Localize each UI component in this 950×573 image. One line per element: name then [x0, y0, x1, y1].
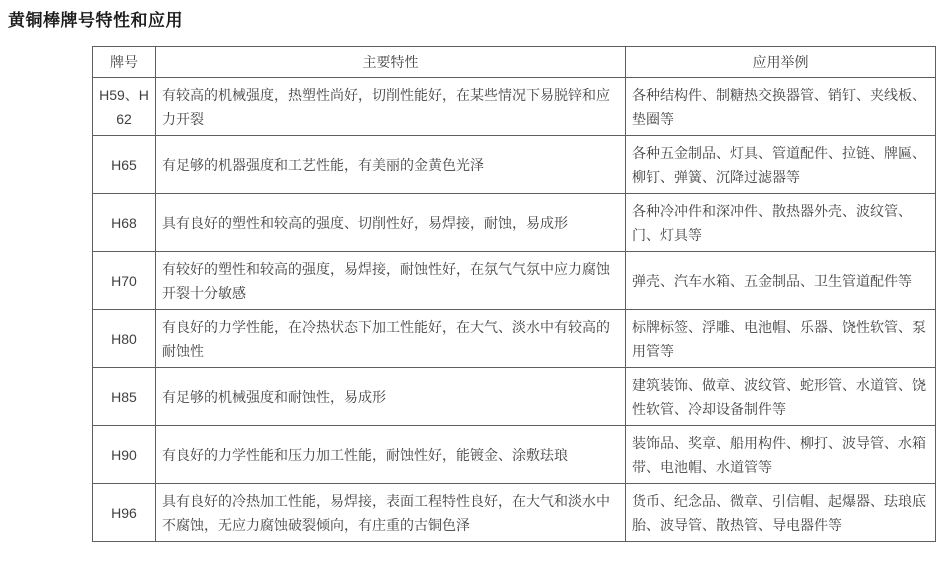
features-cell: 具有良好的冷热加工性能，易焊接，表面工程特性良好，在大气和淡水中不腐蚀，无应力腐蚀破裂倾向，有庄重的古铜色泽 [156, 484, 626, 542]
grade-cell: H68 [93, 194, 156, 252]
table-body [93, 78, 936, 542]
grade-cell: H70 [93, 252, 156, 310]
features-cell: 有足够的机器强度和工艺性能，有美丽的金黄色光泽 [156, 136, 626, 194]
table-row [93, 426, 936, 484]
header-row [93, 47, 936, 78]
features-cell: 有较高的机械强度，热塑性尚好，切削性能好，在某些情况下易脱锌和应力开裂 [156, 78, 626, 136]
grade-cell: H85 [93, 368, 156, 426]
grade-cell: H80 [93, 310, 156, 368]
applications-cell: 货币、纪念品、微章、引信帽、起爆器、珐琅底胎、波导管、散热管、导电器件等 [626, 484, 936, 542]
applications-cell: 建筑装饰、做章、波纹管、蛇形管、水道管、饶性软管、冷却设备制件等 [626, 368, 936, 426]
grade-cell: H65 [93, 136, 156, 194]
grade-cell: H59、H62 [93, 78, 156, 136]
table-row [93, 484, 936, 542]
features-cell: 有良好的力学性能和压力加工性能，耐蚀性好，能镀金、涂敷珐琅 [156, 426, 626, 484]
header-main-features: 主要特性 [156, 47, 626, 78]
grade-cell: H90 [93, 426, 156, 484]
table-row [93, 368, 936, 426]
table-row [93, 194, 936, 252]
applications-cell: 各种五金制品、灯具、管道配件、拉链、牌匾、柳钉、弹簧、沉降过滤器等 [626, 136, 936, 194]
applications-cell: 各种冷冲件和深冲件、散热器外壳、波纹管、门、灯具等 [626, 194, 936, 252]
applications-cell: 各种结构件、制糖热交换器管、销钉、夹线板、垫圈等 [626, 78, 936, 136]
table-row [93, 136, 936, 194]
brass-grades-table [92, 46, 936, 542]
header-grade: 牌号 [93, 47, 156, 78]
features-cell: 有较好的塑性和较高的强度，易焊接，耐蚀性好，在氛气气氛中应力腐蚀开裂十分敏感 [156, 252, 626, 310]
applications-cell: 弹壳、汽车水箱、五金制品、卫生管道配件等 [626, 252, 936, 310]
applications-cell: 标牌标签、浮雕、电池帽、乐器、饶性软管、泵用管等 [626, 310, 936, 368]
table-head [93, 47, 936, 78]
table-row [93, 78, 936, 136]
page-title: 黄铜棒牌号特性和应用 [8, 11, 183, 30]
features-cell: 具有良好的塑性和较高的强度、切削性好，易焊接，耐蚀，易成形 [156, 194, 626, 252]
features-cell: 有足够的机械强度和耐蚀性，易成形 [156, 368, 626, 426]
applications-cell: 装饰品、奖章、船用构件、柳打、波导管、水箱带、电池帽、水道管等 [626, 426, 936, 484]
grade-cell: H96 [93, 484, 156, 542]
header-application-examples: 应用举例 [626, 47, 936, 78]
features-cell: 有良好的力学性能，在冷热状态下加工性能好，在大气、淡水中有较高的耐蚀性 [156, 310, 626, 368]
table-row [93, 252, 936, 310]
table-row [93, 310, 936, 368]
